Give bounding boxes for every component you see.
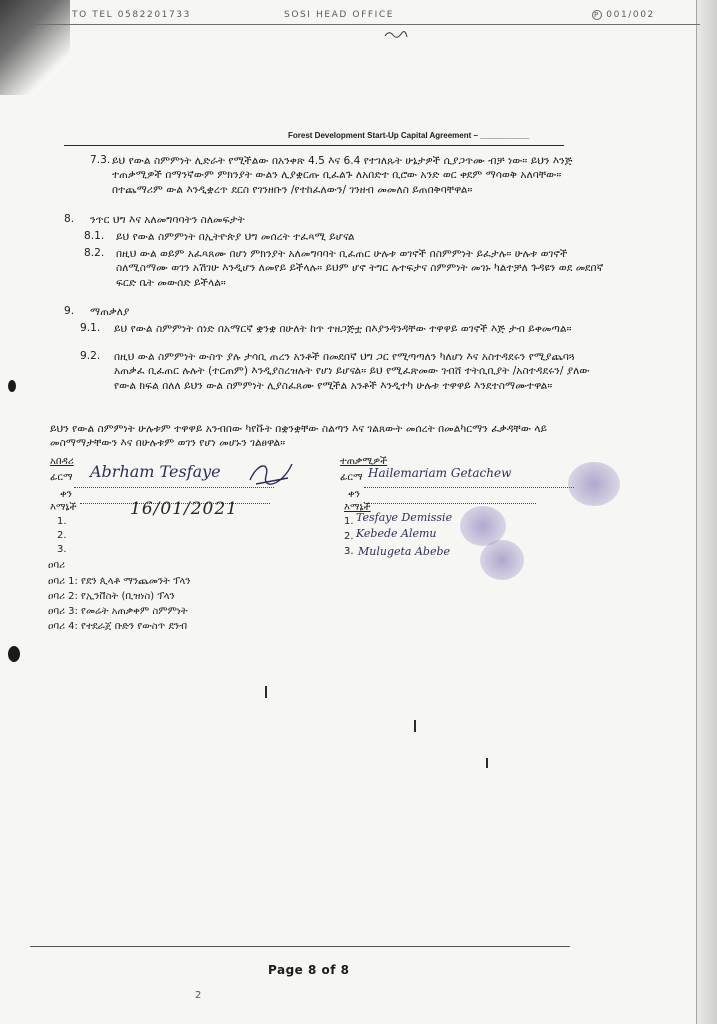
clause-8-2: በዚህ ውል ወይም አፈጻጸሙ በሆነ ምክንያት አለመግባባት ቢፈጠር ሁሉቱ ወገኖች በስምምነት ይፈታሉ። ሁሉቱ ወገኖች ስለሚስማሙ ወገን አሽገሁ እንዲሆን ለመየይ ይችላሉ። ይህም ሆኖ ትግር ሉተፍታና ስምምነት መገኑ ካልተቻለ ጉዳዩን ወደ መደበኛ ፍርድ ቤት መውሰድ ይችላል። (116, 248, 604, 289)
right-date-line (366, 503, 536, 504)
left-witness-2: 2. (57, 530, 67, 541)
attachments-heading: ዐባሪ (48, 560, 65, 571)
signature-flourish-icon (248, 458, 294, 488)
left-party-signature: Abrham Tesfaye (90, 462, 221, 481)
right-witness-3: 3. (344, 546, 354, 557)
left-witness-1: 1. (57, 516, 67, 527)
left-sign-line (74, 487, 274, 488)
scan-right-edge (696, 0, 717, 1024)
fax-tel: TO TEL 0582201733 (72, 10, 191, 20)
header-rule (64, 145, 564, 146)
document-header: Forest Development Start-Up Capital Agreement – ___________ (288, 131, 530, 140)
clause-9-2: በዚህ ውል ስምምነት ውስጥ ያሉ ታሳቢ ጠረን አንቶች በመደበኛ ህግ ጋር የሚጣጣለን ካለሆነ እና አስተዳደሩን የሚያጨባጓ አጠቃፈ ቢፈጠር ሉሉት (ተርጠም) እንዲያስረዝሉት የሆነ ይሆናል። ይህ የሚፈጽመው ገብሸ ተትሲቢያት /አስተዳደሩን/ ያለው የውል ክፍል በለለ ይህን ውል ስምምነት ሊያስፈጸሙ የሚችል አንቶች እንዲተካ ሁሉቱ ተዋዋይ እንደተስማሙተዋል። (114, 351, 590, 392)
right-witness-1: 1. (344, 516, 354, 527)
scan-artifact (414, 720, 416, 732)
left-date-label: ቀን (60, 489, 72, 500)
fax-page (592, 10, 655, 20)
clause-8-heading: ንጥር ህግ እና አለመግባባትን ስለመፍታት (90, 214, 245, 226)
signing-date: 16/01/2021 (130, 499, 238, 519)
clause-9-1: ይህ የውል ስምምነት ሰነድ በአማርኛ ቋንቋ በሁለት ከጥ ተዘጋጅቷ በእያንዳንዳቸው ተዋዋይ ወገኖች እጅ ታብ ይቀመጣል። (114, 323, 572, 335)
right-date-label: ቀን (348, 489, 360, 500)
right-sign-label: ፊርማ (340, 472, 363, 483)
clause-8-1: ይህ የውል ስምምነት በኢትዮጵያ ህግ መሰረት ተፈጻሚ ይሆናል (116, 231, 355, 243)
clause-7-3: ይህ የውል ስምምነት ሊድራት የሚችልው በአንቀጽ 4.5 እና 6.4 የተገለጹት ሁኔታዎች ሲያጋጥሙ ብቻ ነው። ይህን እንጅ ተጠቃሚዎች በማንኛውም ምክንያት ውልን ሊያቋርጡ ቢፈልጉ ለአበድተ ቢሮው አንድ ወር ቀደም ማሳወቅ አለባቸው። በተጨማሪም ውል እንዲቋረጥ ደርስ የገንዘቡን /የተከፈለውን/ ገንዘብ መመለስ ይጠበቅባቸዋል። (112, 155, 573, 196)
right-witness-2: 2. (344, 531, 354, 542)
attachment-item: ዐባሪ 3: የመሬት አጠቃቀም ስምምነት (48, 606, 188, 617)
right-party-signature: Hailemariam Getachew (368, 466, 512, 480)
page-number: Page 8 of 8 (268, 963, 350, 977)
fax-office: SOSI HEAD OFFICE (284, 10, 395, 20)
clause-number: 8.1. (84, 230, 105, 242)
right-party-heading: ተጠቃሚዎች (340, 456, 388, 467)
fax-divider (30, 24, 700, 25)
clause-number: 9. (64, 305, 75, 317)
stamp-seal (480, 540, 524, 580)
left-witness-heading: እማኔች (50, 502, 77, 513)
clause-number: 9.2. (80, 350, 101, 362)
attachment-item: ዐባሪ 4: የተደራጀ ቡድን የውስጥ ደንብ (48, 621, 188, 632)
left-party-heading: አበዳሪ (50, 456, 74, 467)
stamp-seal (568, 462, 620, 506)
clause-number: 9.1. (80, 322, 101, 334)
right-witness-signature-3: Mulugeta Abebe (358, 545, 451, 558)
closing-paragraph: ይህን የውል ስምምነት ሁሉቱም ተዋዋይ አንብበው ካየቩት በቋንቋቸው ስልጣን እና ገልጸውት መሰረት በመልካርማን ፈቃዳቸው ላይ መስማማታቸውን እና በሁሉቱም ወገን የሆነ መሆኑን ገልፀዋል። (50, 423, 548, 450)
punch-hole-mark (8, 646, 20, 662)
clause-number: 8.2. (84, 247, 105, 259)
left-sign-label: ፊርማ (50, 472, 73, 483)
fax-page-number: 001/002 (606, 10, 655, 20)
pen-scribble-icon (384, 28, 408, 40)
scan-shadow (0, 0, 70, 95)
scan-artifact (486, 758, 488, 768)
fax-page-icon: P (594, 11, 600, 19)
left-witness-3: 3. (57, 544, 67, 555)
scan-artifact (265, 686, 267, 698)
footer-mark: 2 (195, 990, 202, 1001)
right-witness-signature-2: Kebede Alemu (356, 527, 437, 540)
clause-number: 8. (64, 213, 75, 225)
right-witness-signature-1: Tesfaye Demissie (356, 511, 453, 524)
footer-rule (30, 946, 570, 947)
right-sign-line (364, 487, 574, 488)
attachment-item: ዐባሪ 2: የኢንቨስት (ቢዝነስ) ፕላን (48, 591, 175, 602)
punch-hole-mark (8, 380, 16, 392)
attachment-item: ዐባሪ 1: የደን ጲላቶ ማንጨመንት ፕላን (48, 576, 191, 587)
right-witness-heading: እማኔች (344, 502, 371, 513)
clause-number: 7.3. (90, 154, 111, 166)
clause-9-heading: ማጠቃለያ (90, 306, 130, 318)
